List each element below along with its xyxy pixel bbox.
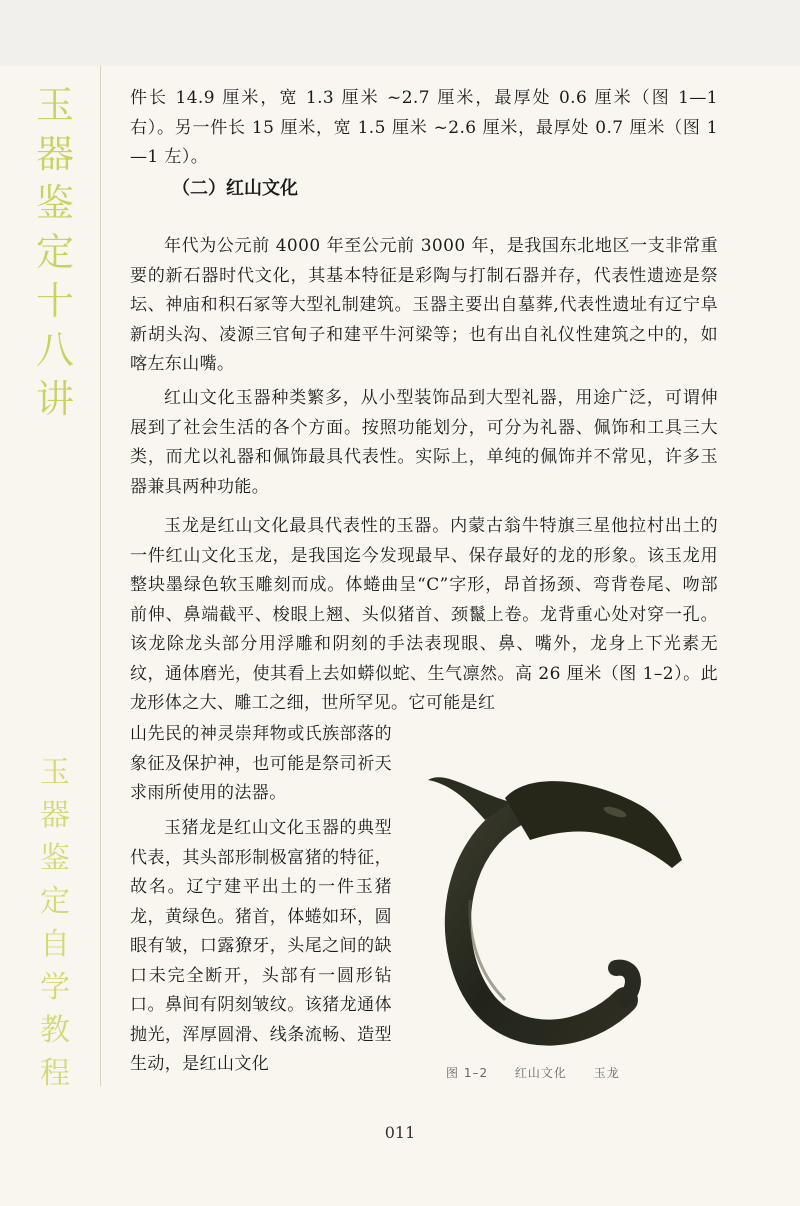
series-title-char: 定	[40, 884, 70, 919]
dragon-body	[458, 810, 625, 1033]
book-title-vertical	[32, 83, 78, 429]
series-title-char: 程	[40, 1056, 70, 1091]
body-paragraph-3: 玉龙是红山文化最具代表性的玉器。内蒙古翁牛特旗三星他拉村出土的一件红山文化玉龙，是我国迄今发现最早、保存最好的龙的形象。该玉龙用整块墨绿色软玉雕刻而成。体蜷曲呈“C”字形，昂首扬颈、弯背卷尾、吻部前伸、鼻端截平、梭眼上翘、头似猪首、颈鬣上卷。龙背重心处对穿一孔。该龙除龙头部分用浮雕和阴刻的手法表现眼、鼻、嘴外，龙身上下光素无纹，通体磨光，使其看上去如蟒似蛇、生气凛然。高 26 厘米（图 1–2）。此龙形体之大、雕工之细，世所罕见。它可能是红	[130, 516, 718, 713]
book-title-char: 器	[35, 132, 74, 176]
series-title-char: 器	[40, 798, 70, 833]
body-paragraph-1: 年代为公元前 4000 年至公元前 3000 年，是我国东北地区一支非常重要的新石器时代文化，其基本特征是彩陶与打制石器并存，代表性遗迹是祭坛、神庙和积石冢等大型礼制建筑。玉器主要出自墓葬,代表性遗址有辽宁阜新胡头沟、凌源三官甸子和建平牛河梁等；也有出自礼仪性建筑之中的，如喀左东山嘴。	[130, 236, 718, 374]
figure-object-name: 玉龙	[593, 1066, 620, 1080]
page-top-strip	[0, 0, 800, 66]
page-number: 011	[384, 1123, 416, 1142]
body-paragraph-2: 红山文化玉器种类繁多，从小型装饰品到大型礼器，用途广泛，可谓伸展到了社会生活的各个方面。按照功能划分，可分为礼器、佩饰和工具三大类，而尤以礼器和佩饰最具代表性。实际上，单纯的佩饰并不常见，许多玉器兼具两种功能。	[130, 388, 718, 497]
jade-dragon-illustration	[410, 750, 716, 1050]
book-title-char: 玉	[35, 83, 74, 127]
intro-paragraph: 件长 14.9 厘米，宽 1.3 厘米 ~2.7 厘米，最厚处 0.6 厘米（图 1—1 右）。另一件长 15 厘米，宽 1.5 厘米 ~2.6 厘米，最厚处 0.7 厘米（图 1—1 左）。	[130, 88, 718, 167]
body-paragraph-3-continued: 山先民的神灵崇拜物或氏族部落的象征及保护神，也可能是祭司祈天求雨所使用的法器。	[130, 724, 392, 803]
book-title-char: 定	[35, 230, 74, 274]
figure-culture: 红山文化	[514, 1066, 567, 1080]
book-title-char: 鉴	[35, 181, 74, 225]
series-title-char: 自	[40, 927, 70, 962]
figure-caption	[446, 1064, 642, 1081]
margin-divider	[100, 66, 101, 1086]
book-title-char: 十	[35, 279, 74, 323]
body-paragraph-4: 玉猪龙是红山文化玉器的典型代表，其头部形制极富猪的特征，故名。辽宁建平出土的一件玉猪龙，黄绿色。猪首，体蜷如环，圆眼有皱，口露獠牙，头尾之间的缺口未完全断开，头部有一圆形钻口。鼻间有阴刻皱纹。该猪龙通体抛光，浑厚圆滑、线条流畅、造型生动，是红山文化	[130, 818, 392, 1074]
series-title-char: 学	[40, 970, 70, 1005]
series-title-char: 鉴	[40, 841, 70, 876]
series-title-vertical	[32, 755, 78, 1102]
dragon-head	[505, 781, 682, 868]
figure-number: 图 1–2	[446, 1066, 489, 1080]
jade-dragon-photo	[410, 750, 716, 1050]
section-heading: （二）红山文化	[172, 178, 298, 199]
book-title-char: 讲	[35, 377, 74, 421]
series-title-char: 教	[40, 1013, 70, 1048]
series-title-char: 玉	[40, 755, 70, 790]
book-title-char: 八	[35, 328, 74, 372]
